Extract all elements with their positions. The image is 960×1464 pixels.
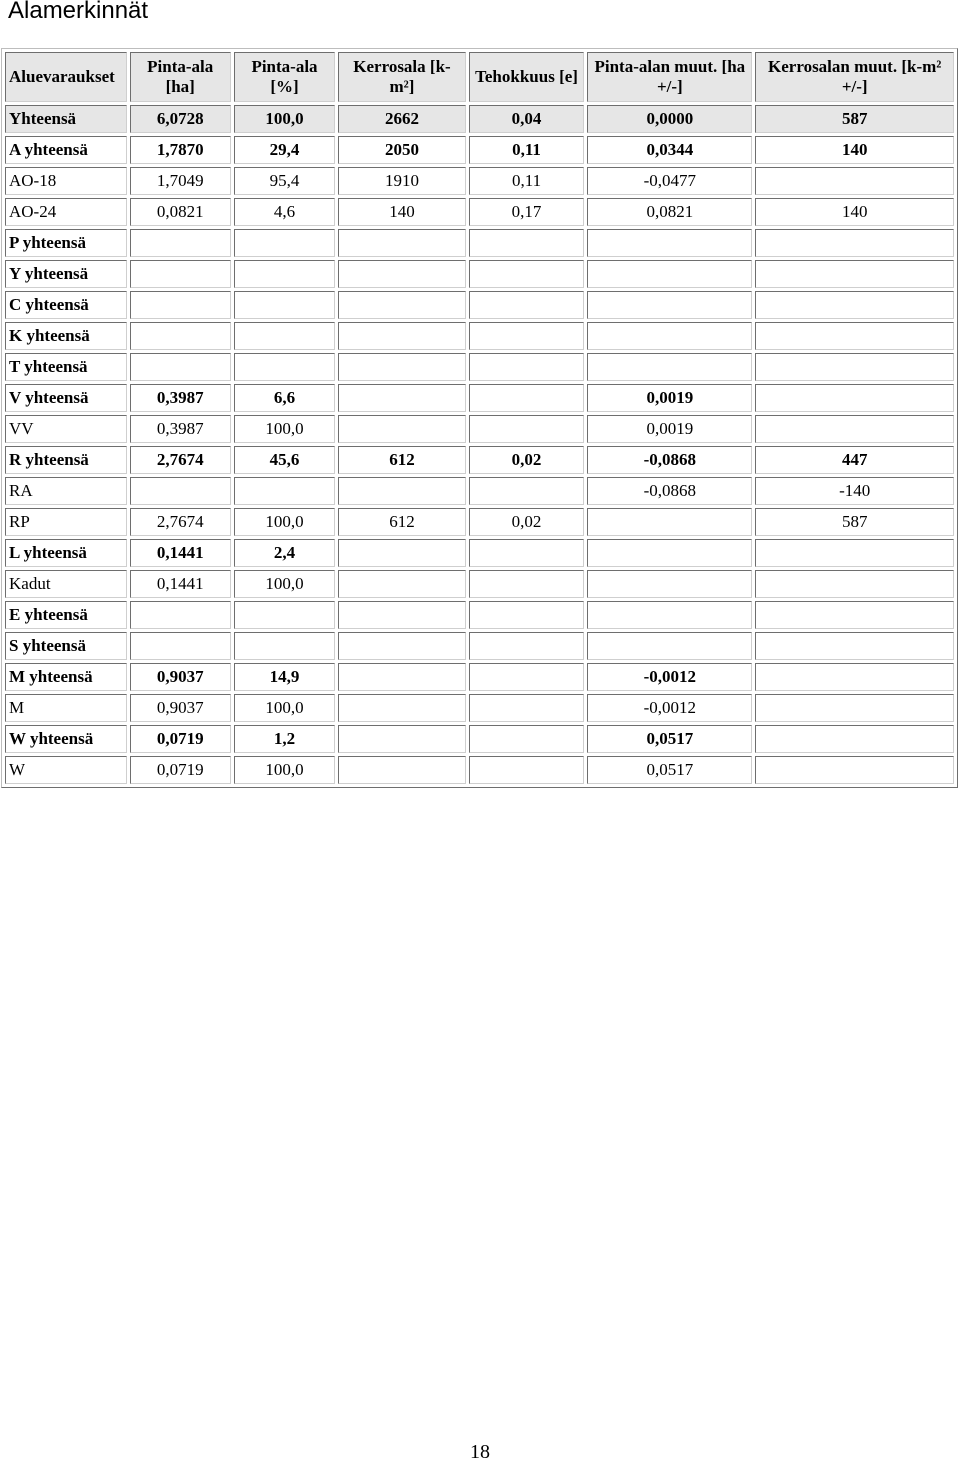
table-cell: 1,7049 [130, 167, 231, 195]
table-cell [234, 353, 335, 381]
table-cell [469, 632, 584, 660]
table-cell [338, 353, 466, 381]
table-cell [338, 384, 466, 412]
table-row [5, 570, 954, 598]
table-cell [755, 384, 954, 412]
table-row [5, 260, 954, 288]
table-cell [755, 167, 954, 195]
row-label-cell: M [5, 694, 127, 722]
column-header: Kerrosalan muut. [k-m² +/-] [755, 52, 954, 102]
column-header: Pinta-ala [ha] [130, 52, 231, 102]
table-cell [469, 229, 584, 257]
page-number: 18 [470, 1441, 490, 1463]
table-cell [338, 260, 466, 288]
row-label-cell: M yhteensä [5, 663, 127, 691]
table-row [5, 322, 954, 350]
table-cell: 2,7674 [130, 508, 231, 536]
table-row [5, 384, 954, 412]
row-label-cell: E yhteensä [5, 601, 127, 629]
column-header: Tehokkuus [e] [469, 52, 584, 102]
column-header: Aluevaraukset [5, 52, 127, 102]
row-label-cell: Kadut [5, 570, 127, 598]
table-cell: 0,0821 [587, 198, 752, 226]
row-label-cell: S yhteensä [5, 632, 127, 660]
table-cell: 1910 [338, 167, 466, 195]
table-cell [755, 570, 954, 598]
row-label-cell: Yhteensä [5, 105, 127, 133]
table-cell [130, 291, 231, 319]
table-cell: 0,0719 [130, 725, 231, 753]
table-cell: 0,11 [469, 136, 584, 164]
table-cell [469, 725, 584, 753]
table-cell [469, 415, 584, 443]
table-cell [755, 291, 954, 319]
table-cell: 1,2 [234, 725, 335, 753]
table-cell: 45,6 [234, 446, 335, 474]
table-cell: -0,0012 [587, 694, 752, 722]
table-cell: 100,0 [234, 694, 335, 722]
table-cell: 0,17 [469, 198, 584, 226]
table-cell [130, 477, 231, 505]
table-cell [130, 353, 231, 381]
table-cell [587, 632, 752, 660]
table-row [5, 725, 954, 753]
column-header: Pinta-alan muut. [ha +/-] [587, 52, 752, 102]
table-cell [587, 229, 752, 257]
table-cell: 2,7674 [130, 446, 231, 474]
table-cell [234, 260, 335, 288]
table-cell [755, 322, 954, 350]
table-cell [234, 477, 335, 505]
table-cell: 0,9037 [130, 663, 231, 691]
table-cell: 0,11 [469, 167, 584, 195]
table-cell: 2,4 [234, 539, 335, 567]
table-cell [338, 601, 466, 629]
table-cell [587, 601, 752, 629]
table-cell [587, 539, 752, 567]
table-cell [755, 539, 954, 567]
table-cell: 100,0 [234, 508, 335, 536]
table-cell [234, 322, 335, 350]
column-header: Pinta-ala [%] [234, 52, 335, 102]
table-cell: -0,0012 [587, 663, 752, 691]
row-label-cell: AO-24 [5, 198, 127, 226]
row-label-cell: P yhteensä [5, 229, 127, 257]
table-cell: 100,0 [234, 756, 335, 784]
table-header-row [5, 52, 954, 102]
column-header: Kerrosala [k-m²] [338, 52, 466, 102]
table-cell: 0,3987 [130, 415, 231, 443]
table-cell [130, 260, 231, 288]
table-cell [338, 291, 466, 319]
table-cell [338, 725, 466, 753]
table-cell: 2662 [338, 105, 466, 133]
table-cell: -0,0868 [587, 477, 752, 505]
row-label-cell: VV [5, 415, 127, 443]
table-cell [234, 291, 335, 319]
table-cell: 587 [755, 508, 954, 536]
table-cell [469, 570, 584, 598]
table-cell: 140 [338, 198, 466, 226]
table-cell [469, 322, 584, 350]
table-cell: 447 [755, 446, 954, 474]
table-cell [469, 477, 584, 505]
table-cell: 0,1441 [130, 570, 231, 598]
table-cell [469, 694, 584, 722]
table-cell [130, 632, 231, 660]
table-cell: 0,3987 [130, 384, 231, 412]
table-cell [755, 415, 954, 443]
table-cell [469, 663, 584, 691]
table-cell [755, 601, 954, 629]
table-row [5, 291, 954, 319]
table-cell [755, 694, 954, 722]
table-cell: 2050 [338, 136, 466, 164]
table-row [5, 353, 954, 381]
table-cell: 0,02 [469, 508, 584, 536]
table-cell: 0,0344 [587, 136, 752, 164]
row-label-cell: Y yhteensä [5, 260, 127, 288]
table-cell [587, 291, 752, 319]
table-cell: 0,02 [469, 446, 584, 474]
table-cell: 1,7870 [130, 136, 231, 164]
table-cell [755, 632, 954, 660]
row-label-cell: RP [5, 508, 127, 536]
table-row [5, 539, 954, 567]
row-label-cell: V yhteensä [5, 384, 127, 412]
table-cell: 6,0728 [130, 105, 231, 133]
table-cell: 612 [338, 508, 466, 536]
table-body [5, 105, 954, 784]
table-cell [130, 601, 231, 629]
table-row [5, 229, 954, 257]
table-cell [469, 756, 584, 784]
table-row [5, 694, 954, 722]
row-label-cell: T yhteensä [5, 353, 127, 381]
table-cell: 14,9 [234, 663, 335, 691]
table-row [5, 167, 954, 195]
table-cell: 100,0 [234, 415, 335, 443]
row-label-cell: W yhteensä [5, 725, 127, 753]
table-cell: 95,4 [234, 167, 335, 195]
table-cell: 0,0019 [587, 415, 752, 443]
table-cell [338, 632, 466, 660]
table-row [5, 508, 954, 536]
table-cell: 612 [338, 446, 466, 474]
table-cell: 0,9037 [130, 694, 231, 722]
table-cell: 100,0 [234, 105, 335, 133]
table-cell: 100,0 [234, 570, 335, 598]
table-cell [469, 291, 584, 319]
table-cell [469, 539, 584, 567]
table-cell: 4,6 [234, 198, 335, 226]
table-cell [234, 229, 335, 257]
table-cell: 29,4 [234, 136, 335, 164]
table-cell: -140 [755, 477, 954, 505]
row-label-cell: K yhteensä [5, 322, 127, 350]
table-cell [338, 415, 466, 443]
table-cell [587, 353, 752, 381]
table-cell [338, 477, 466, 505]
table-row [5, 198, 954, 226]
table-cell [587, 260, 752, 288]
table-cell: 140 [755, 136, 954, 164]
table-cell [755, 229, 954, 257]
table-row [5, 756, 954, 784]
table-cell [130, 229, 231, 257]
table-cell [338, 229, 466, 257]
table-row [5, 632, 954, 660]
table-cell [587, 508, 752, 536]
table-cell [234, 601, 335, 629]
row-label-cell: C yhteensä [5, 291, 127, 319]
row-label-cell: A yhteensä [5, 136, 127, 164]
table-cell [755, 260, 954, 288]
table-cell: -0,0868 [587, 446, 752, 474]
row-label-cell: R yhteensä [5, 446, 127, 474]
table-cell [755, 725, 954, 753]
table-cell: 0,0019 [587, 384, 752, 412]
table-cell [338, 663, 466, 691]
table-cell: 0,0000 [587, 105, 752, 133]
row-label-cell: W [5, 756, 127, 784]
table-cell [338, 322, 466, 350]
table-cell [469, 601, 584, 629]
table-cell: 0,0517 [587, 756, 752, 784]
table-cell: 0,0821 [130, 198, 231, 226]
table-cell [587, 322, 752, 350]
table-cell [234, 632, 335, 660]
table-cell: 0,04 [469, 105, 584, 133]
table-row [5, 663, 954, 691]
table-cell [755, 756, 954, 784]
table-cell [338, 570, 466, 598]
table-row [5, 105, 954, 133]
row-label-cell: L yhteensä [5, 539, 127, 567]
row-label-cell: RA [5, 477, 127, 505]
table-cell: 0,0517 [587, 725, 752, 753]
table-row [5, 446, 954, 474]
table-cell: 0,0719 [130, 756, 231, 784]
table-row [5, 136, 954, 164]
table-row [5, 601, 954, 629]
table-cell: 6,6 [234, 384, 335, 412]
land-use-table [1, 48, 958, 788]
table-cell [338, 756, 466, 784]
table-cell [469, 353, 584, 381]
table-cell [338, 694, 466, 722]
table-cell [338, 539, 466, 567]
page-title: Alamerkinnät [8, 0, 149, 24]
table-cell [469, 260, 584, 288]
table-cell: 0,1441 [130, 539, 231, 567]
table-cell [469, 384, 584, 412]
table-cell [755, 663, 954, 691]
row-label-cell: AO-18 [5, 167, 127, 195]
table-cell [130, 322, 231, 350]
table-row [5, 477, 954, 505]
table-cell: 587 [755, 105, 954, 133]
table-cell [587, 570, 752, 598]
table-cell [755, 353, 954, 381]
table-cell: 140 [755, 198, 954, 226]
table-row [5, 415, 954, 443]
table-cell: -0,0477 [587, 167, 752, 195]
